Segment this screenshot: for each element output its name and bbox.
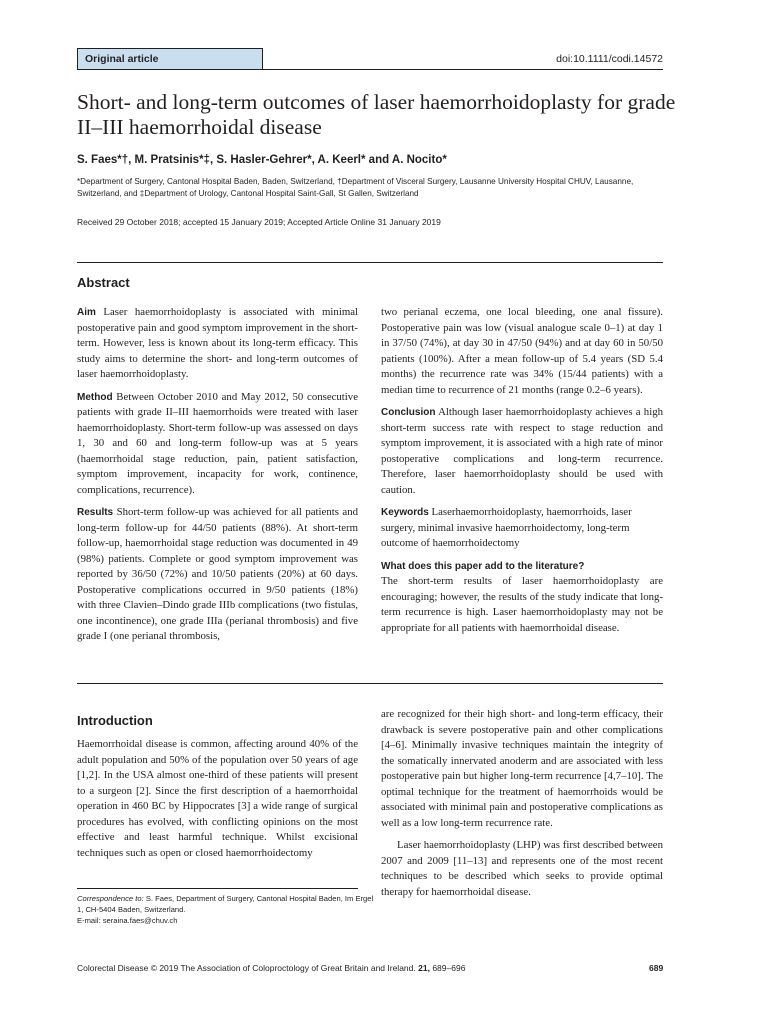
keywords-label: Keywords (381, 507, 429, 518)
authors: S. Faes*†, M. Pratsinis*‡, S. Hasler-Gehrer*, A. Keerl* and A. Nocito* (77, 154, 447, 166)
abstract-results (77, 505, 358, 645)
affiliations: *Department of Surgery, Cantonal Hospital Baden, Baden, Switzerland, †Department of Visceral Surgery, Lausanne University Hospital CHUV, Lausanne, Switzerland, and ‡Department of Urology, Cantonal Hospital Saint-Gall, St Gallen, Switzerland (77, 177, 634, 198)
correspondence-label: Correspondence to: (77, 894, 144, 903)
introduction-left-column (77, 737, 358, 868)
results-continued: two perianal eczema, one local bleeding, one anal fissure). Postoperative pain was low (visual analogue scale 0–1) at day 1 in 37/50 (74%), at day 30 in 47/50 (94%) and at day 60 in 50/50 patients (100%). After a mean follow-up of 5.4 years (SD 5.4 months) the recurrence rate was 34% (15/44 patients) with a median time to recurrence of 21 months (range 0.2–6 years). (381, 306, 663, 396)
introduction-heading: Introduction (77, 713, 153, 728)
abstract-right-column (381, 305, 663, 643)
method-text: Between October 2010 and May 2012, 50 consecutive patients with grade II–III haemorrhoids were treated with laser haemorrhoidoplasty. Short-term follow-up was assessed on days 1, 30 and 60 and long-term follow-up was at 5 years (haemorrhoidal stage reduction, pain, patient satisfaction, symptom improvement, incapacity for work, continence, complications, recurrence). (77, 390, 358, 496)
results-label: Results (77, 507, 114, 518)
introduction-right-column (381, 707, 663, 907)
abstract-top-rule (77, 262, 663, 263)
wdtp-text: The short-term results of laser haemorrhoidoplasty are encouraging; however, the results of the study indicate that long-term recurrence is high. Laser haemorrhoidoplasty may not be appropriate for all patients with haemorrhoidal disease. (381, 575, 663, 634)
article-type-tag: Original article (77, 48, 263, 70)
intro-paragraph-2: Laser haemorrhoidoplasty (LHP) was first described between 2007 and 2009 [11–13] and represents one of the most recent techniques to be described which seeks to provide optimal therapy for haemorrhoidal disease. (381, 839, 663, 898)
abstract-left-column (77, 305, 358, 652)
abstract-aim (77, 305, 358, 383)
footer-volume: 21, (418, 963, 430, 973)
doi[interactable]: doi:10.1111/codi.14572 (556, 53, 663, 65)
header-rule (263, 69, 663, 70)
intro-paragraph-1: Haemorrhoidal disease is common, affecting around 40% of the adult population and 50% of the population over 50 years of age [1,2]. In the USA almost one-third of these patients will present to a surgeon [2]. Since the first description of a haemorrhoidal operation in 460 BC by Hippocrates [3] a wide range of surgical procedures has evolved, with conflicting opinions on the most effective and least harmful technique. Whilst excisional techniques such as open or closed haemorrhoidectomy (77, 738, 358, 859)
abstract-keywords (381, 505, 663, 552)
wdtp-heading: What does this paper add to the literature? (381, 560, 585, 572)
aim-label: Aim (77, 307, 96, 318)
correspondence-email[interactable]: E-mail: seraina.faes@chuv.ch (77, 916, 178, 925)
footer (77, 963, 465, 973)
abstract-bottom-rule (77, 683, 663, 684)
aim-text: Laser haemorrhoidoplasty is associated with minimal postoperative pain and good symptom improvement in the short-term. However, less is known about its long-term efficacy. This study aims to determine the short- and long-term outcomes of laser haemorrhoidoplasty. (77, 306, 359, 380)
correspondence-line-1 (77, 893, 377, 915)
footer-pages: 689–696 (432, 963, 466, 973)
conclusion-text: Although laser haemorrhoidoplasty achieves a high short-term success rate with respect to stage reduction and symptom improvement, it is associated with a high rate of minor postoperative complications and long-term recurrence. Therefore, laser haemorrhoidoplasty should be used with caution. (381, 406, 663, 496)
article-title: Short- and long-term outcomes of laser haemorrhoidoplasty for grade II–III haemorrhoidal disease (77, 90, 676, 139)
conclusion-label: Conclusion (381, 407, 436, 418)
abstract-heading: Abstract (77, 275, 130, 290)
abstract-method (77, 390, 358, 499)
received-dates: Received 29 October 2018; accepted 15 January 2019; Accepted Article Online 31 January 2019 (77, 217, 441, 227)
correspondence-address: S. Faes, Department of Surgery, Cantonal Hospital Baden, Im Ergel 1, CH-5404 Baden, Switzerland. (77, 894, 374, 914)
abstract-conclusion (381, 405, 663, 498)
footer-journal: Colorectal Disease © 2019 The Association of Coloproctology of Great Britain and Ireland. (77, 963, 416, 973)
page-number: 689 (649, 963, 664, 973)
intro-paragraph-1-continued: are recognized for their high short- and long-term efficacy, their drawback is severe postoperative pain and other complications [4–6]. Minimally invasive techniques maintain the integrity of the somatically innervated anoderm and are associated with less postoperative pain but higher long-term recurrence [4,7–10]. The optimal technique for the treatment of haemorrhoids would be associated with minimal pain and postoperative complications as well as a low long-term recurrence rate. (381, 708, 663, 829)
keywords-text: Laserhaemorrhoidoplasty, haemorrhoids, laser surgery, minimal invasive haemorrhoidectomy, long-term outcome of haemorrhoidectomy (381, 506, 632, 549)
correspondence-rule (77, 888, 358, 889)
method-label: Method (77, 391, 113, 403)
correspondence (77, 893, 377, 926)
results-text: Short-term follow-up was achieved for all patients and long-term follow-up for 44/50 patients (88%). At short-term follow-up, haemorrhoidal stage reduction was documented in 49 (98%) patients. Complete or good symptom improvement was reported by 36/50 (72%) and 10/50 patients (20%) at 60 days. Postoperative complications occurred in 9/50 patients (18%) with three Clavien–Dindo grade IIIb complications (two fistulas, one incontinence), one grade IIIa (perianal thrombosis) and five grade I (one perianal thrombosis, (77, 506, 358, 642)
